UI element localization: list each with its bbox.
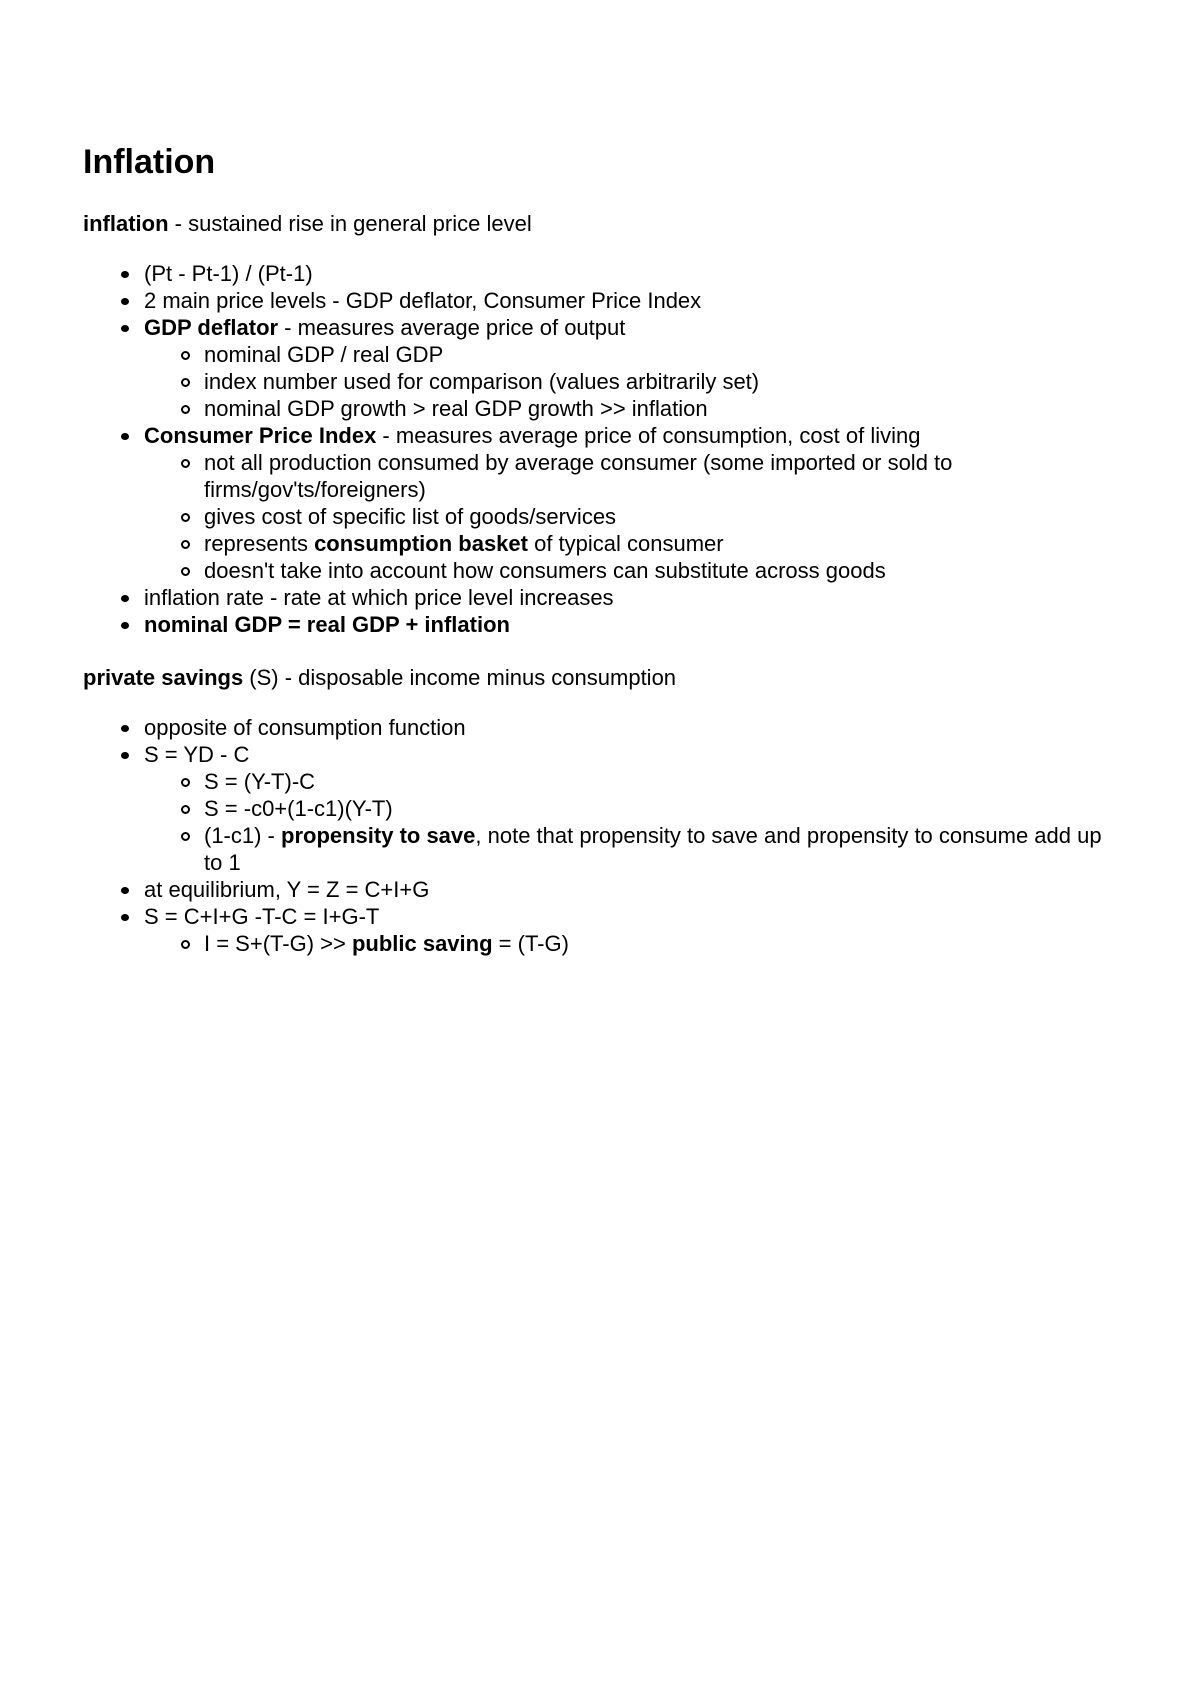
item-text: (1-c1) - — [204, 823, 281, 848]
bold-term: consumption basket — [314, 531, 528, 556]
item-text: S = C+I+G -T-C = I+G-T — [144, 904, 380, 929]
item-text: - measures average price of output — [278, 315, 626, 340]
bullet-dot-icon — [121, 595, 129, 602]
inflation-list — [83, 260, 1123, 638]
bold-term: propensity to save — [281, 823, 476, 848]
sub-list-item — [144, 503, 1123, 530]
savings-list — [83, 714, 1123, 957]
sub-list — [144, 930, 1123, 957]
document-content — [83, 140, 1123, 957]
item-text: 2 main price levels - GDP deflator, Consumer Price Index — [144, 288, 702, 313]
definition-text: (S) - disposable income minus consumption — [243, 665, 677, 690]
list-item — [83, 876, 1123, 903]
sub-list — [144, 768, 1123, 876]
sub-list-item — [144, 449, 1123, 503]
sub-list-item — [144, 530, 1123, 557]
list-item — [83, 314, 1123, 422]
bold-term: nominal GDP = real GDP + inflation — [144, 612, 510, 637]
bullet-dot-icon — [121, 752, 129, 759]
bullet-circle-icon — [181, 778, 190, 787]
list-item — [83, 903, 1123, 957]
term-inflation: inflation — [83, 211, 169, 236]
definition-private-savings — [83, 664, 1123, 691]
bullet-circle-icon — [181, 832, 190, 841]
item-text: not all production consumed by average consumer (some imported or sold to firms/gov'ts/foreigners) — [204, 450, 953, 502]
item-text: represents — [204, 531, 315, 556]
bullet-dot-icon — [121, 433, 129, 440]
list-item — [83, 714, 1123, 741]
item-text: at equilibrium, Y = Z = C+I+G — [144, 877, 430, 902]
bullet-circle-icon — [181, 513, 190, 522]
bold-term: public saving — [351, 931, 493, 956]
item-text: doesn't take into account how consumers can substitute across goods — [204, 558, 886, 583]
bullet-dot-icon — [121, 914, 129, 921]
item-text: index number used for comparison (values arbitrarily set) — [204, 369, 760, 394]
bullet-circle-icon — [181, 567, 190, 576]
item-text: gives cost of specific list of goods/services — [204, 504, 617, 529]
bullet-dot-icon — [121, 887, 129, 894]
item-text: I = S+(T-G) >> — [204, 931, 352, 956]
item-text: (Pt - Pt-1) / (Pt-1) — [144, 261, 313, 286]
sub-list-item — [144, 795, 1123, 822]
definition-inflation — [83, 210, 1123, 237]
item-text: , note that propensity to save and propensity to consume add up to 1 — [204, 823, 1102, 875]
bullet-circle-icon — [181, 405, 190, 414]
item-text: - measures average price of consumption, cost of living — [376, 423, 921, 448]
bullet-dot-icon — [121, 725, 129, 732]
sub-list-item — [144, 341, 1123, 368]
list-item — [83, 584, 1123, 611]
term-private-savings: private savings — [83, 665, 244, 690]
item-text: S = (Y-T)-C — [204, 769, 316, 794]
item-text: opposite of consumption function — [144, 715, 466, 740]
bullet-dot-icon — [121, 622, 129, 629]
sub-list — [144, 449, 1123, 584]
sub-list-item — [144, 822, 1123, 876]
item-text: nominal GDP / real GDP — [204, 342, 444, 367]
page-title: Inflation — [83, 143, 216, 181]
list-item — [83, 422, 1123, 584]
bullet-circle-icon — [181, 540, 190, 549]
bold-term: Consumer Price Index — [144, 423, 377, 448]
bullet-circle-icon — [181, 459, 190, 468]
bullet-circle-icon — [181, 351, 190, 360]
sub-list-item — [144, 368, 1123, 395]
bullet-circle-icon — [181, 378, 190, 387]
list-item — [83, 741, 1123, 876]
sub-list-item — [144, 930, 1123, 957]
item-text: = (T-G) — [492, 931, 569, 956]
bullet-circle-icon — [181, 940, 190, 949]
list-item — [83, 611, 1123, 638]
sub-list-item — [144, 557, 1123, 584]
sub-list-item — [144, 768, 1123, 795]
list-item — [83, 287, 1123, 314]
bullet-circle-icon — [181, 805, 190, 814]
bullet-dot-icon — [121, 271, 129, 278]
bullet-dot-icon — [121, 298, 129, 305]
sub-list-item — [144, 395, 1123, 422]
item-text: nominal GDP growth > real GDP growth >> inflation — [204, 396, 708, 421]
item-text: of typical consumer — [527, 531, 724, 556]
sub-list — [144, 341, 1123, 422]
definition-text: - sustained rise in general price level — [168, 211, 532, 236]
bold-term: GDP deflator — [144, 315, 279, 340]
item-text: S = -c0+(1-c1)(Y-T) — [204, 796, 393, 821]
item-text: inflation rate - rate at which price level increases — [144, 585, 614, 610]
item-text: S = YD - C — [144, 742, 250, 767]
list-item — [83, 260, 1123, 287]
bullet-dot-icon — [121, 325, 129, 332]
